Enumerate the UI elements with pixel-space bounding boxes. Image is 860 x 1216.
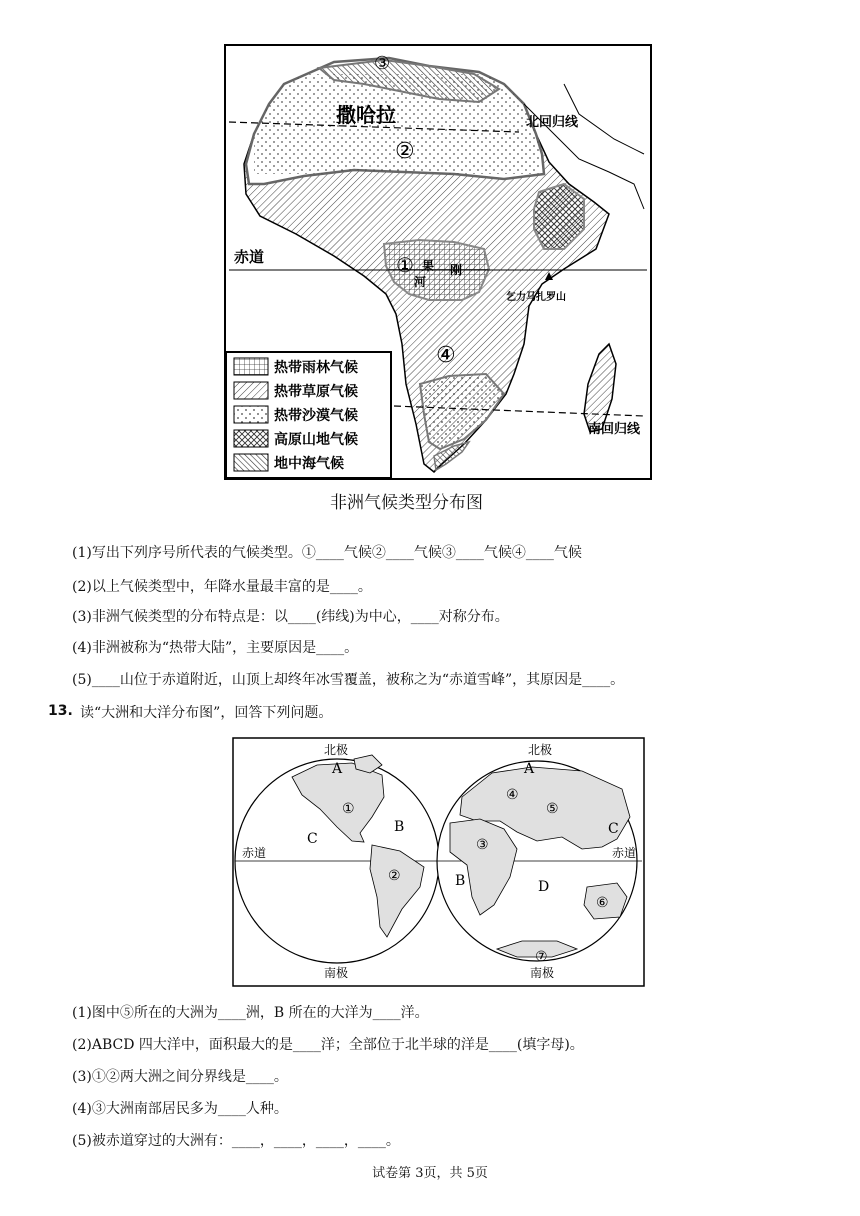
zone-num-2: ② <box>395 139 415 164</box>
q13-number: 13. <box>48 703 73 719</box>
tropic-cancer-label: 北回归线 <box>526 115 579 130</box>
north-pole-left: 北极 <box>324 743 349 757</box>
ocean-C-left: C <box>307 831 318 847</box>
continent-3: ③ <box>476 837 489 853</box>
q12-sub3: (3)非洲气候类型的分布特点是：以____(纬线)为中心，____对称分布。 <box>72 609 509 625</box>
q13-stem: 读“大洲和大洋分布图”，回答下列问题。 <box>80 705 333 721</box>
ocean-C-right: C <box>608 821 619 837</box>
ocean-A-right: A <box>524 761 535 777</box>
zone-num-1: ① <box>396 253 414 277</box>
map-legend <box>226 352 391 478</box>
q13-sub3: (3)①②两大洲之间分界线是____。 <box>72 1069 288 1085</box>
north-pole-right: 北极 <box>528 743 553 757</box>
legend-highland: 高原山地气候 <box>274 432 358 448</box>
page-footer: 试卷第 3页，共 5页 <box>372 1166 488 1181</box>
legend-savanna: 热带草原气候 <box>274 384 358 400</box>
zone-num-4: ④ <box>436 343 456 368</box>
congo-label-1: 果 <box>422 259 435 273</box>
ocean-A-left: A <box>332 761 343 777</box>
africa-climate-map <box>224 44 652 480</box>
south-pole-right: 南极 <box>530 966 555 980</box>
q13-sub2: (2)ABCD 四大洋中，面积最大的是____洋；全部位于北半球的洋是____(填字母)。 <box>72 1037 584 1053</box>
equator-left: 赤道 <box>242 846 267 860</box>
continent-1: ① <box>342 801 355 817</box>
q13-sub1: (1)图中⑤所在的大洲为____洲，B 所在的大洋为____洋。 <box>72 1005 429 1021</box>
legend-rainforest: 热带雨林气候 <box>274 360 358 376</box>
ocean-D-right: D <box>538 879 550 895</box>
south-pole-left: 南极 <box>324 966 349 980</box>
equator-right: 赤道 <box>612 846 637 860</box>
continent-2: ② <box>388 868 401 884</box>
continent-5: ⑤ <box>546 801 559 817</box>
africa-map-caption: 非洲气候类型分布图 <box>330 493 483 513</box>
continent-6: ⑥ <box>596 895 609 911</box>
world-map <box>232 737 645 987</box>
equator-label: 赤道 <box>234 248 265 266</box>
q12-sub2: (2)以上气候类型中，年降水量最丰富的是____。 <box>72 579 372 595</box>
kilimanjaro-label: 乞力马扎罗山 <box>506 292 566 303</box>
tropic-capricorn-label: 南回归线 <box>588 422 641 437</box>
legend-mediterranean: 地中海气候 <box>274 456 344 472</box>
q12-sub5: (5)____山位于赤道附近，山顶上却终年冰雪覆盖，被称之为“赤道雪峰”，其原因是____。 <box>72 672 625 688</box>
congo-label-3: 河 <box>414 275 427 289</box>
q12-sub4: (4)非洲被称为“热带大陆”，主要原因是____。 <box>72 640 359 656</box>
congo-label-2: 刚 <box>450 263 463 277</box>
q13-sub5: (5)被赤道穿过的大洲有：____，____，____，____。 <box>72 1133 400 1149</box>
continent-7: ⑦ <box>535 949 548 965</box>
q12-sub1: (1)写出下列序号所代表的气候类型。①____气候②____气候③____气候④____气候 <box>72 545 582 561</box>
legend-desert: 热带沙漠气候 <box>274 408 358 424</box>
ocean-B-left: B <box>394 819 405 835</box>
ocean-B-right: B <box>455 873 466 889</box>
sahara-label: 撒哈拉 <box>336 103 396 127</box>
zone-num-3: ③ <box>374 53 391 74</box>
q13-sub4: (4)③大洲南部居民多为____人种。 <box>72 1101 288 1117</box>
continent-4: ④ <box>506 787 519 803</box>
